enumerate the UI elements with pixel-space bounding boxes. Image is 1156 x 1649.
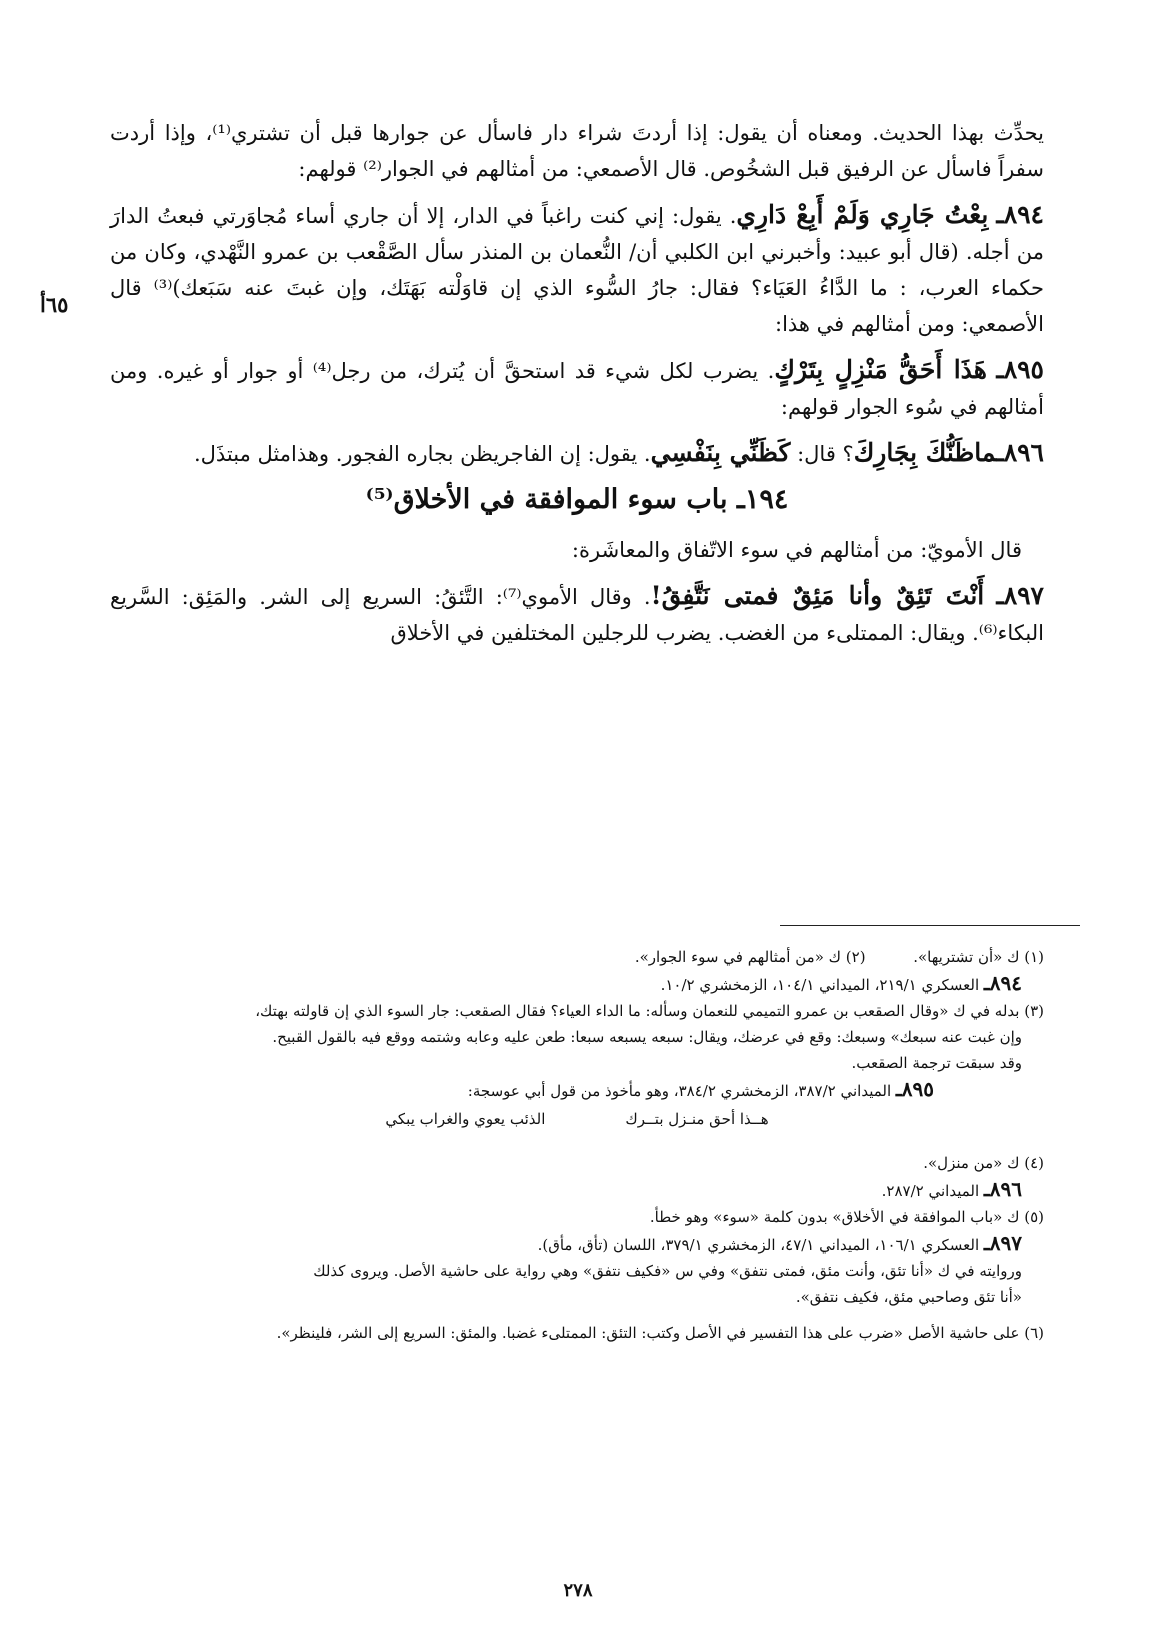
proverb-897-paragraph <box>110 578 1044 651</box>
proverb-number: ٨٩٧ـ <box>996 581 1044 610</box>
proverb-895-paragraph <box>110 352 1044 425</box>
footnotes <box>110 944 1044 1346</box>
proverb-text: بِعْتُ جَارِي وَلَمْ أَبِعْ دَارِي <box>736 200 989 229</box>
reference-897-continued: وروايته في ك «أنا تئق، وأنت مئق، فمتى نتفق» وفي س «فكيف نتفق» وهي رواية على حاشية الأصل. ويروى كذلك <box>313 1262 1022 1280</box>
footnote-6: (٦) على حاشية الأصل «ضرب على هذا التفسير في الأصل وكتب: التئق: الممتلىء غضبا. والمئق: السريع إلى الشر، فلينظر». <box>276 1324 1044 1342</box>
footnote-3-continued: وقد سبقت ترجمة الصقعب. <box>851 1054 1022 1072</box>
footnote-5: (٥) ك «باب الموافقة في الأخلاق» بدون كلمة «سوء» وهو خطأ. <box>649 1208 1044 1226</box>
footnote-divider <box>780 925 1080 926</box>
reference-text: العسكري ٢١٩/١، الميداني ١٠٤/١، الزمخشري ١٠/٢. <box>660 976 984 994</box>
main-text <box>110 115 1044 661</box>
proverb-answer: كَظَنِّي بِنَفْسِي <box>650 438 791 467</box>
section-heading: ١٩٤ـ باب سوء الموافقة في الأخلاق⁽⁵⁾ <box>365 484 789 515</box>
reference-894 <box>110 970 1044 998</box>
proverb-text: هَذَا أَحَقُّ مَنْزِلٍ بِتَرْكٍ <box>774 355 987 384</box>
proverb-explanation: . يقول: إني كنت راغباً في الدار، إلا أن جاري أساء مُجاوَرتي فبعتُ الدارَ من أجله. (قال أبو عبيد: وأخبرني ابن الكلبي أن/ النُّعمان بن المنذر سأل الصَّقْعب بن عمرو النَّهْدي، وكان من حكماء العرب، : ما الدَّاءُ العَيَاء؟ فقال: جارُ السُّوء الذي إن قاوَلْته بَهَتَك، وإن غبتَ عنه سَبَعك)⁽³⁾ قال الأصمعي: ومن أمثالهم في هذا: <box>110 204 1045 336</box>
section-intro: قال الأمويّ: من أمثالهم في سوء الاتّفاق والمعاشَرة: <box>571 538 1022 562</box>
proverb-894-paragraph <box>110 197 1044 342</box>
proverb-explanation: . وقال الأموي⁽⁷⁾: التَّئقُ: السريع إلى الشر. والمَئِق: السَّريع البكاء⁽⁶⁾. ويقال: الممتلىء من الغضب. يضرب للرجلين المختلفين في الأخلاق <box>110 585 1044 645</box>
reference-number: ٨٩٤ـ <box>983 971 1022 995</box>
margin-folio-note: ٦٥أ <box>40 292 69 317</box>
proverb-text: أَنْتَ تَئِقٌ وأنا مَئِقٌ فمتى نَتَّفِقُ! <box>650 581 985 610</box>
proverb-text: ماظَنُّكَ بِجَارِكَ <box>853 438 997 467</box>
reference-text: العسكري ١٠٦/١، الميداني ٤٧/١، الزمخشري ٣٧٩/١، اللسان (تأق، مأق). <box>537 1236 984 1254</box>
reference-number: ٨٩٦ـ <box>983 1177 1022 1201</box>
footnote-3-continued: وإن غبت عنه سبعك» وسبعك: وقع في عرضك، ويقال: سبعه يسبعه سبعا: طعن عليه وعابه وشتمه ووقع فيه بالقول القبيح. <box>272 1028 1022 1046</box>
verse-second-hemistich: الذئب يعوي والغراب يبكي <box>385 1110 546 1128</box>
reference-text: الميداني ٢٨٧/٢. <box>881 1182 984 1200</box>
poetry-verse <box>110 1106 1044 1132</box>
footnote-1-2: (١) ك «أن تشتريها». (٢) ك «من أمثالهم في سوء الجوار». <box>634 948 1044 966</box>
reference-897-continued: «أنا تئق وصاحبي مئق، فكيف نتفق». <box>795 1288 1022 1306</box>
proverb-number: ٨٩٥ـ <box>996 355 1044 384</box>
paragraph-intro: يحدِّث بهذا الحديث. ومعناه أن يقول: إذا أردتَ شراء دار فاسأل عن جوارها قبل أن تشتري⁽¹⁾، وإذا أردت سفراً فاسأل عن الرفيق قبل الشخُوص. قال الأصمعي: من أمثالهم في الجوار⁽²⁾ قولهم: <box>110 121 1044 181</box>
reference-897 <box>110 1230 1044 1258</box>
footnote-3: (٣) بدله في ك «وقال الصقعب بن عمرو التميمي للنعمان وسأله: ما الداء العياء؟ فقال الصقعب: جار السوء الذي إن قاولته بهتك، <box>255 1002 1044 1020</box>
proverb-number: ٨٩٤ـ <box>996 200 1044 229</box>
proverb-explanation: . يقول: إن الفاجريظن بجاره الفجور. وهذامثل مبتذَل. <box>193 442 651 466</box>
proverb-explanation: . يضرب لكل شيء قد استحقَّ أن يُترك، من رجل⁽⁴⁾ أو جوار أو غيره. ومن أمثالهم في سُوء الجوار قولهم: <box>110 359 1044 419</box>
reference-number: ٨٩٥ـ <box>895 1077 934 1101</box>
reference-text: الميداني ٣٨٧/٢، الزمخشري ٣٨٤/٢، وهو مأخوذ من قول أبي عوسجة: <box>467 1082 896 1100</box>
proverb-number: ٨٩٦ـ <box>996 438 1044 467</box>
reference-896 <box>110 1176 1044 1204</box>
proverb-connector: ؟ قال: <box>790 442 854 466</box>
proverb-896-paragraph <box>110 435 1044 472</box>
page-number: ٢٧٨ <box>563 1580 593 1601</box>
reference-895 <box>110 1076 1044 1104</box>
reference-number: ٨٩٧ـ <box>983 1231 1022 1255</box>
verse-first-hemistich: هــذا أحق منـزل بتــرك <box>625 1110 769 1128</box>
footnote-4: (٤) ك «من منزل». <box>923 1154 1044 1172</box>
